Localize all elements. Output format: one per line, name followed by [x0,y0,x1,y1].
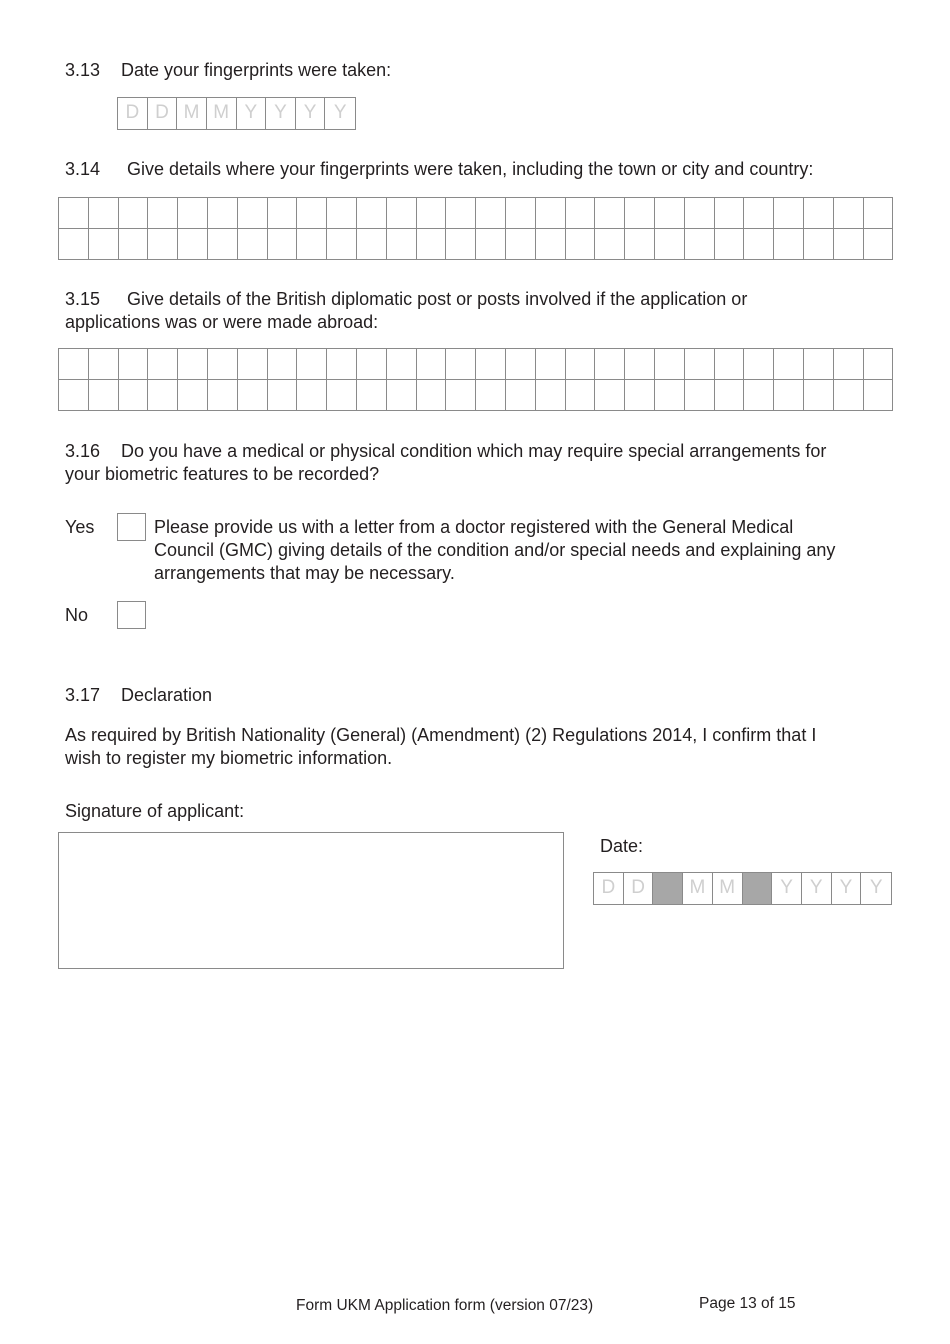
fingerprint-location-cell[interactable] [684,229,714,260]
diplomatic-post-cell[interactable] [59,380,89,411]
diplomatic-post-cell[interactable] [88,349,118,380]
diplomatic-post-cell[interactable] [714,380,744,411]
fingerprint-location-cell[interactable] [833,198,863,229]
fingerprint-location-cell[interactable] [505,198,535,229]
fingerprint-location-cell[interactable] [535,229,565,260]
diplomatic-post-cell[interactable] [178,349,208,380]
declaration-date-label: Date: [600,836,644,856]
q315-line1 [65,288,747,311]
diplomatic-post-row [59,349,893,380]
diplomatic-post-cell[interactable] [386,380,416,411]
fingerprint-location-cell[interactable] [237,229,267,260]
declaration-date-cell-6[interactable]: Y [772,873,802,904]
fingerprint-location-cell[interactable] [833,229,863,260]
diplomatic-post-cell[interactable] [863,349,893,380]
diplomatic-post-cell[interactable] [595,380,625,411]
fingerprint-location-cell[interactable] [267,198,297,229]
diplomatic-post-cell[interactable] [625,380,655,411]
q317-title-line [65,684,212,707]
declaration-date-cell-1[interactable]: D [624,873,654,904]
q313-label-line [65,59,391,82]
q315-text-1: Give details of the British diplomatic post or posts involved if the application or [127,289,748,309]
fingerprint-location-cell[interactable] [505,229,535,260]
q314-number: 3.14 [65,159,101,179]
declaration-date-cell-5[interactable] [743,873,773,904]
diplomatic-post-cell[interactable] [297,380,327,411]
diplomatic-post-cell[interactable] [595,349,625,380]
q316-text-2: your biometric features to be recorded? [65,464,380,484]
fingerprint-location-cell[interactable] [863,198,893,229]
diplomatic-post-cell[interactable] [59,349,89,380]
declaration-text-1: As required by British Nationality (General) (Amendment) (2) Regulations 2014, I confirm that I [65,725,817,745]
fingerprint-date-cell-6[interactable]: Y [296,98,326,129]
q316-text-1: Do you have a medical or physical condition which may require special arrangements for [121,441,827,461]
diplomatic-post-cell[interactable] [744,349,774,380]
no-checkbox[interactable] [117,601,146,629]
fingerprint-location-cell[interactable] [625,229,655,260]
diplomatic-post-cell[interactable] [535,380,565,411]
fingerprint-location-cell[interactable] [118,198,148,229]
yes-note-3: arrangements that may be necessary. [154,563,455,583]
declaration-date-cell-0[interactable]: D [594,873,624,904]
fingerprint-location-cell[interactable] [297,198,327,229]
q314-label-line [65,158,813,181]
fingerprint-location-cell[interactable] [386,198,416,229]
q317-title: Declaration [121,685,213,705]
diplomatic-post-cell[interactable] [148,349,178,380]
fingerprint-location-cell[interactable] [118,229,148,260]
q316-line1 [65,440,826,463]
fingerprint-location-cell[interactable] [803,198,833,229]
fingerprint-location-cell[interactable] [416,229,446,260]
diplomatic-post-cell[interactable] [744,380,774,411]
fingerprint-date-input[interactable] [117,97,356,130]
fingerprint-location-cell[interactable] [237,198,267,229]
declaration-date-cell-8[interactable]: Y [832,873,862,904]
fingerprint-location-cell[interactable] [654,229,684,260]
fingerprint-location-cell[interactable] [565,229,595,260]
diplomatic-post-cell[interactable] [774,380,804,411]
diplomatic-post-cell[interactable] [148,380,178,411]
fingerprint-location-cell[interactable] [774,198,804,229]
fingerprint-location-cell[interactable] [744,229,774,260]
fingerprint-location-cell[interactable] [148,229,178,260]
declaration-date-cell-9[interactable]: Y [869,877,883,898]
diplomatic-post-cell[interactable] [684,380,714,411]
footer-form-name: Form UKM Application form (version 07/23) [296,1297,594,1314]
q315-number: 3.15 [65,289,101,309]
diplomatic-post-cell[interactable] [535,349,565,380]
diplomatic-post-cell[interactable] [505,380,535,411]
declaration-date-cell-3[interactable]: M [683,873,713,904]
diplomatic-post-cell[interactable] [625,349,655,380]
diplomatic-post-cell[interactable] [297,349,327,380]
fingerprint-location-cell[interactable] [356,229,386,260]
fingerprint-location-cell[interactable] [416,198,446,229]
fingerprint-location-cell[interactable] [803,229,833,260]
yes-note-1: Please provide us with a letter from a doctor registered with the General Medical [154,517,794,537]
q313-number: 3.13 [65,60,101,80]
diplomatic-post-cell[interactable] [476,380,506,411]
q317-number: 3.17 [65,685,101,705]
declaration-date-cell-4[interactable]: M [713,873,743,904]
fingerprint-location-cell[interactable] [356,198,386,229]
diplomatic-post-cell[interactable] [565,380,595,411]
diplomatic-post-cell[interactable] [863,380,893,411]
diplomatic-post-cell[interactable] [327,349,357,380]
signature-box[interactable] [58,832,564,969]
fingerprint-location-cell[interactable] [684,198,714,229]
fingerprint-location-cell[interactable] [446,198,476,229]
diplomatic-post-cell[interactable] [237,380,267,411]
fingerprint-date-cell-5[interactable]: Y [266,98,296,129]
diplomatic-post-cell[interactable] [237,349,267,380]
diplomatic-post-cell[interactable] [416,349,446,380]
fingerprint-location-cell[interactable] [565,198,595,229]
fingerprint-date-cell-7[interactable]: Y [333,102,347,123]
fingerprint-location-row [59,198,893,229]
fingerprint-location-cell[interactable] [714,229,744,260]
fingerprint-location-cell[interactable] [327,198,357,229]
diplomatic-post-cell[interactable] [386,349,416,380]
diplomatic-post-cell[interactable] [118,349,148,380]
diplomatic-post-cell[interactable] [714,349,744,380]
fingerprint-location-row [59,229,893,260]
diplomatic-post-cell[interactable] [654,380,684,411]
diplomatic-post-cell[interactable] [356,380,386,411]
fingerprint-location-cell[interactable] [207,229,237,260]
diplomatic-post-cell[interactable] [356,349,386,380]
diplomatic-post-row [59,380,893,411]
q316-number: 3.16 [65,441,101,461]
diplomatic-post-cell[interactable] [416,380,446,411]
diplomatic-post-cell[interactable] [267,349,297,380]
fingerprint-location-cell[interactable] [178,229,208,260]
diplomatic-post-cell[interactable] [565,349,595,380]
fingerprint-location-cell[interactable] [476,198,506,229]
fingerprint-location-cell[interactable] [386,229,416,260]
fingerprint-location-cell[interactable] [148,198,178,229]
fingerprint-location-cell[interactable] [476,229,506,260]
q313-label: Date your fingerprints were taken: [121,60,392,80]
diplomatic-post-cell[interactable] [803,380,833,411]
fingerprint-location-cell[interactable] [207,198,237,229]
q315-text-2: applications was or were made abroad: [65,312,379,332]
yes-checkbox[interactable] [117,513,146,541]
no-label: No [65,605,89,625]
signature-label: Signature of applicant: [65,801,245,821]
fingerprint-location-cell[interactable] [714,198,744,229]
fingerprint-location-cell[interactable] [88,198,118,229]
diplomatic-post-cell[interactable] [207,380,237,411]
diplomatic-post-cell[interactable] [654,349,684,380]
diplomatic-post-cell[interactable] [803,349,833,380]
diplomatic-post-cell[interactable] [178,380,208,411]
fingerprint-date-cell-4[interactable]: Y [237,98,267,129]
diplomatic-post-cell[interactable] [774,349,804,380]
fingerprint-location-cell[interactable] [625,198,655,229]
fingerprint-date-cell-2[interactable]: M [177,98,207,129]
diplomatic-post-cell[interactable] [833,380,863,411]
declaration-date-input[interactable] [593,872,892,905]
declaration-date-cell-2[interactable] [653,873,683,904]
fingerprint-location-cell[interactable] [178,198,208,229]
fingerprint-location-cell[interactable] [595,229,625,260]
diplomatic-post-cell[interactable] [207,349,237,380]
diplomatic-post-cell[interactable] [88,380,118,411]
fingerprint-date-cell-3[interactable]: M [207,98,237,129]
fingerprint-location-cell[interactable] [863,229,893,260]
fingerprint-location-cell[interactable] [595,198,625,229]
diplomatic-post-cell[interactable] [833,349,863,380]
fingerprint-date-cell-0[interactable]: D [118,98,148,129]
fingerprint-location-cell[interactable] [654,198,684,229]
diplomatic-post-cell[interactable] [684,349,714,380]
fingerprint-location-grid[interactable] [58,197,893,260]
fingerprint-location-cell[interactable] [774,229,804,260]
fingerprint-location-cell[interactable] [327,229,357,260]
diplomatic-post-cell[interactable] [118,380,148,411]
fingerprint-location-cell[interactable] [88,229,118,260]
diplomatic-post-cell[interactable] [327,380,357,411]
q314-label: Give details where your fingerprints were taken, including the town or city and country: [127,159,814,179]
diplomatic-post-cell[interactable] [446,380,476,411]
fingerprint-location-cell[interactable] [446,229,476,260]
declaration-date-cell-7[interactable]: Y [802,873,832,904]
fingerprint-location-cell[interactable] [297,229,327,260]
yes-label: Yes [65,517,95,537]
fingerprint-location-cell[interactable] [59,229,89,260]
diplomatic-post-grid[interactable] [58,348,893,411]
footer-page-number: Page 13 of 15 [699,1295,796,1312]
diplomatic-post-cell[interactable] [505,349,535,380]
fingerprint-location-cell[interactable] [535,198,565,229]
diplomatic-post-cell[interactable] [476,349,506,380]
diplomatic-post-cell[interactable] [446,349,476,380]
fingerprint-location-cell[interactable] [267,229,297,260]
fingerprint-date-cell-1[interactable]: D [148,98,178,129]
yes-note-2: Council (GMC) giving details of the condition and/or special needs and explaining any [154,540,836,560]
fingerprint-location-cell[interactable] [744,198,774,229]
diplomatic-post-cell[interactable] [267,380,297,411]
fingerprint-location-cell[interactable] [59,198,89,229]
declaration-text-2: wish to register my biometric information. [65,748,393,768]
